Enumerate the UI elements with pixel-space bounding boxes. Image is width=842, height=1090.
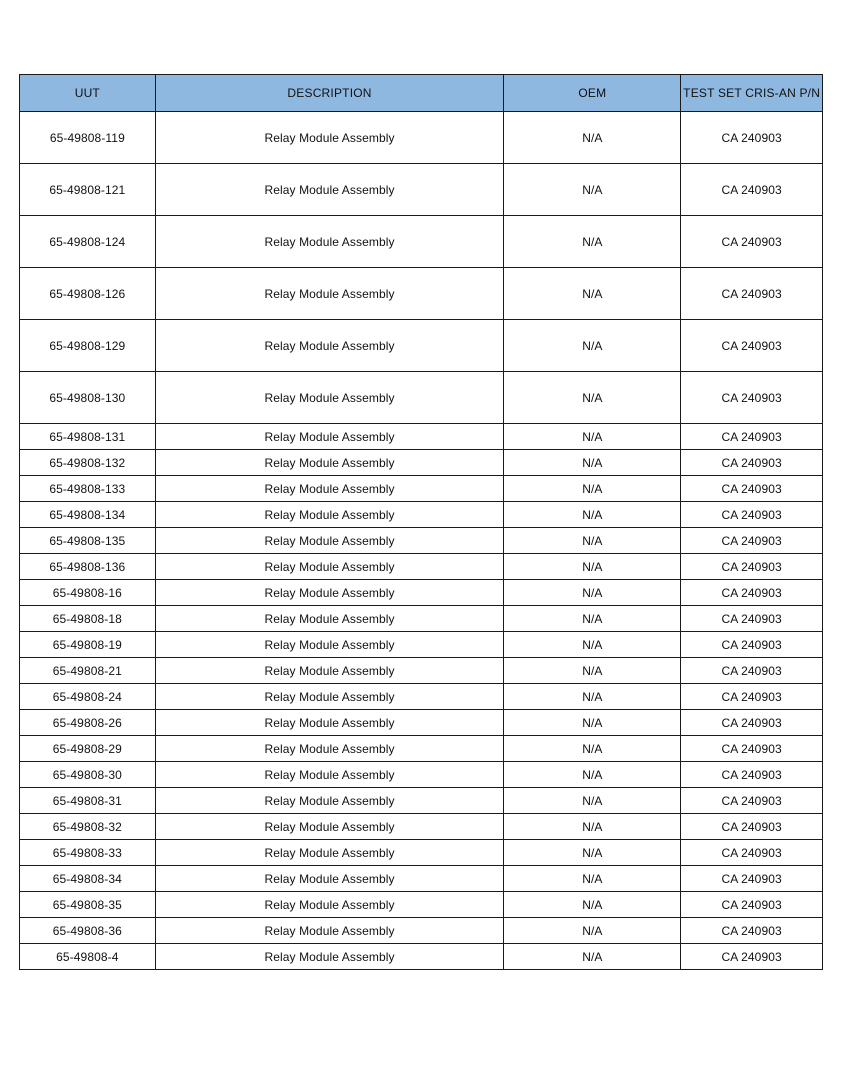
cell-uut: 65-49808-119 bbox=[20, 112, 156, 164]
cell-test-set: CA 240903 bbox=[681, 840, 823, 866]
cell-test-set: CA 240903 bbox=[681, 944, 823, 970]
cell-description: Relay Module Assembly bbox=[155, 710, 504, 736]
table-row bbox=[20, 528, 823, 554]
cell-description: Relay Module Assembly bbox=[155, 918, 504, 944]
cell-test-set: CA 240903 bbox=[681, 502, 823, 528]
cell-oem: N/A bbox=[504, 866, 681, 892]
cell-oem: N/A bbox=[504, 216, 681, 268]
cell-test-set: CA 240903 bbox=[681, 580, 823, 606]
cell-test-set: CA 240903 bbox=[681, 554, 823, 580]
cell-uut: 65-49808-126 bbox=[20, 268, 156, 320]
cell-uut: 65-49808-31 bbox=[20, 788, 156, 814]
table-row bbox=[20, 450, 823, 476]
header-test-set: TEST SET CRIS-AN P/N bbox=[681, 75, 823, 112]
cell-oem: N/A bbox=[504, 450, 681, 476]
cell-description: Relay Module Assembly bbox=[155, 866, 504, 892]
cell-description: Relay Module Assembly bbox=[155, 580, 504, 606]
table-row bbox=[20, 580, 823, 606]
cell-uut: 65-49808-129 bbox=[20, 320, 156, 372]
table-row bbox=[20, 684, 823, 710]
cell-uut: 65-49808-131 bbox=[20, 424, 156, 450]
cell-uut: 65-49808-30 bbox=[20, 762, 156, 788]
table-row bbox=[20, 268, 823, 320]
cell-uut: 65-49808-130 bbox=[20, 372, 156, 424]
header-oem: OEM bbox=[504, 75, 681, 112]
cell-uut: 65-49808-24 bbox=[20, 684, 156, 710]
cell-test-set: CA 240903 bbox=[681, 476, 823, 502]
cell-uut: 65-49808-136 bbox=[20, 554, 156, 580]
cell-test-set: CA 240903 bbox=[681, 684, 823, 710]
cell-uut: 65-49808-26 bbox=[20, 710, 156, 736]
cell-description: Relay Module Assembly bbox=[155, 762, 504, 788]
cell-oem: N/A bbox=[504, 736, 681, 762]
table-row bbox=[20, 762, 823, 788]
cell-description: Relay Module Assembly bbox=[155, 658, 504, 684]
cell-description: Relay Module Assembly bbox=[155, 736, 504, 762]
cell-uut: 65-49808-21 bbox=[20, 658, 156, 684]
cell-uut: 65-49808-32 bbox=[20, 814, 156, 840]
cell-uut: 65-49808-19 bbox=[20, 632, 156, 658]
cell-oem: N/A bbox=[504, 632, 681, 658]
cell-oem: N/A bbox=[504, 424, 681, 450]
table-row bbox=[20, 918, 823, 944]
cell-uut: 65-49808-18 bbox=[20, 606, 156, 632]
cell-oem: N/A bbox=[504, 840, 681, 866]
cell-oem: N/A bbox=[504, 814, 681, 840]
cell-uut: 65-49808-35 bbox=[20, 892, 156, 918]
cell-description: Relay Module Assembly bbox=[155, 528, 504, 554]
cell-oem: N/A bbox=[504, 164, 681, 216]
cell-description: Relay Module Assembly bbox=[155, 320, 504, 372]
table-row bbox=[20, 814, 823, 840]
cell-oem: N/A bbox=[504, 476, 681, 502]
cell-oem: N/A bbox=[504, 918, 681, 944]
cell-uut: 65-49808-4 bbox=[20, 944, 156, 970]
table-row bbox=[20, 112, 823, 164]
header-description: DESCRIPTION bbox=[155, 75, 504, 112]
cell-test-set: CA 240903 bbox=[681, 788, 823, 814]
table-row bbox=[20, 476, 823, 502]
cell-description: Relay Module Assembly bbox=[155, 840, 504, 866]
cell-oem: N/A bbox=[504, 320, 681, 372]
table-row bbox=[20, 892, 823, 918]
cell-oem: N/A bbox=[504, 372, 681, 424]
cell-description: Relay Module Assembly bbox=[155, 944, 504, 970]
table-row bbox=[20, 632, 823, 658]
cell-test-set: CA 240903 bbox=[681, 658, 823, 684]
cell-test-set: CA 240903 bbox=[681, 866, 823, 892]
cell-description: Relay Module Assembly bbox=[155, 502, 504, 528]
cell-test-set: CA 240903 bbox=[681, 762, 823, 788]
cell-uut: 65-49808-29 bbox=[20, 736, 156, 762]
cell-test-set: CA 240903 bbox=[681, 320, 823, 372]
cell-description: Relay Module Assembly bbox=[155, 632, 504, 658]
cell-oem: N/A bbox=[504, 710, 681, 736]
table-row bbox=[20, 736, 823, 762]
table-row bbox=[20, 840, 823, 866]
cell-test-set: CA 240903 bbox=[681, 424, 823, 450]
cell-test-set: CA 240903 bbox=[681, 892, 823, 918]
table-row bbox=[20, 372, 823, 424]
table-row bbox=[20, 164, 823, 216]
cell-oem: N/A bbox=[504, 658, 681, 684]
cell-description: Relay Module Assembly bbox=[155, 684, 504, 710]
table-row bbox=[20, 944, 823, 970]
cell-description: Relay Module Assembly bbox=[155, 892, 504, 918]
cell-test-set: CA 240903 bbox=[681, 112, 823, 164]
cell-description: Relay Module Assembly bbox=[155, 476, 504, 502]
cell-uut: 65-49808-132 bbox=[20, 450, 156, 476]
cell-description: Relay Module Assembly bbox=[155, 268, 504, 320]
cell-test-set: CA 240903 bbox=[681, 814, 823, 840]
cell-test-set: CA 240903 bbox=[681, 632, 823, 658]
cell-oem: N/A bbox=[504, 554, 681, 580]
cell-uut: 65-49808-121 bbox=[20, 164, 156, 216]
cell-oem: N/A bbox=[504, 580, 681, 606]
cell-oem: N/A bbox=[504, 892, 681, 918]
table-row bbox=[20, 554, 823, 580]
cell-description: Relay Module Assembly bbox=[155, 216, 504, 268]
table-row bbox=[20, 658, 823, 684]
cell-uut: 65-49808-36 bbox=[20, 918, 156, 944]
cell-oem: N/A bbox=[504, 788, 681, 814]
table-row bbox=[20, 606, 823, 632]
table-header bbox=[20, 75, 823, 112]
cell-test-set: CA 240903 bbox=[681, 918, 823, 944]
cell-oem: N/A bbox=[504, 112, 681, 164]
cell-test-set: CA 240903 bbox=[681, 216, 823, 268]
cell-oem: N/A bbox=[504, 944, 681, 970]
table-row bbox=[20, 216, 823, 268]
cell-test-set: CA 240903 bbox=[681, 736, 823, 762]
cell-test-set: CA 240903 bbox=[681, 268, 823, 320]
table-row bbox=[20, 866, 823, 892]
cell-oem: N/A bbox=[504, 762, 681, 788]
cell-oem: N/A bbox=[504, 606, 681, 632]
header-uut: UUT bbox=[20, 75, 156, 112]
cell-description: Relay Module Assembly bbox=[155, 372, 504, 424]
header-row bbox=[20, 75, 823, 112]
table-body bbox=[20, 112, 823, 970]
parts-table bbox=[19, 74, 823, 970]
cell-test-set: CA 240903 bbox=[681, 450, 823, 476]
cell-test-set: CA 240903 bbox=[681, 164, 823, 216]
table-row bbox=[20, 710, 823, 736]
table-row bbox=[20, 320, 823, 372]
cell-oem: N/A bbox=[504, 684, 681, 710]
cell-uut: 65-49808-33 bbox=[20, 840, 156, 866]
cell-description: Relay Module Assembly bbox=[155, 788, 504, 814]
cell-test-set: CA 240903 bbox=[681, 372, 823, 424]
cell-uut: 65-49808-133 bbox=[20, 476, 156, 502]
cell-description: Relay Module Assembly bbox=[155, 814, 504, 840]
cell-test-set: CA 240903 bbox=[681, 528, 823, 554]
cell-description: Relay Module Assembly bbox=[155, 554, 504, 580]
cell-uut: 65-49808-135 bbox=[20, 528, 156, 554]
cell-description: Relay Module Assembly bbox=[155, 164, 504, 216]
cell-uut: 65-49808-134 bbox=[20, 502, 156, 528]
cell-test-set: CA 240903 bbox=[681, 606, 823, 632]
cell-oem: N/A bbox=[504, 528, 681, 554]
cell-uut: 65-49808-34 bbox=[20, 866, 156, 892]
cell-test-set: CA 240903 bbox=[681, 710, 823, 736]
table-row bbox=[20, 424, 823, 450]
cell-oem: N/A bbox=[504, 502, 681, 528]
table-row bbox=[20, 502, 823, 528]
cell-uut: 65-49808-124 bbox=[20, 216, 156, 268]
cell-description: Relay Module Assembly bbox=[155, 424, 504, 450]
cell-uut: 65-49808-16 bbox=[20, 580, 156, 606]
cell-description: Relay Module Assembly bbox=[155, 606, 504, 632]
cell-description: Relay Module Assembly bbox=[155, 112, 504, 164]
cell-oem: N/A bbox=[504, 268, 681, 320]
cell-description: Relay Module Assembly bbox=[155, 450, 504, 476]
table-row bbox=[20, 788, 823, 814]
